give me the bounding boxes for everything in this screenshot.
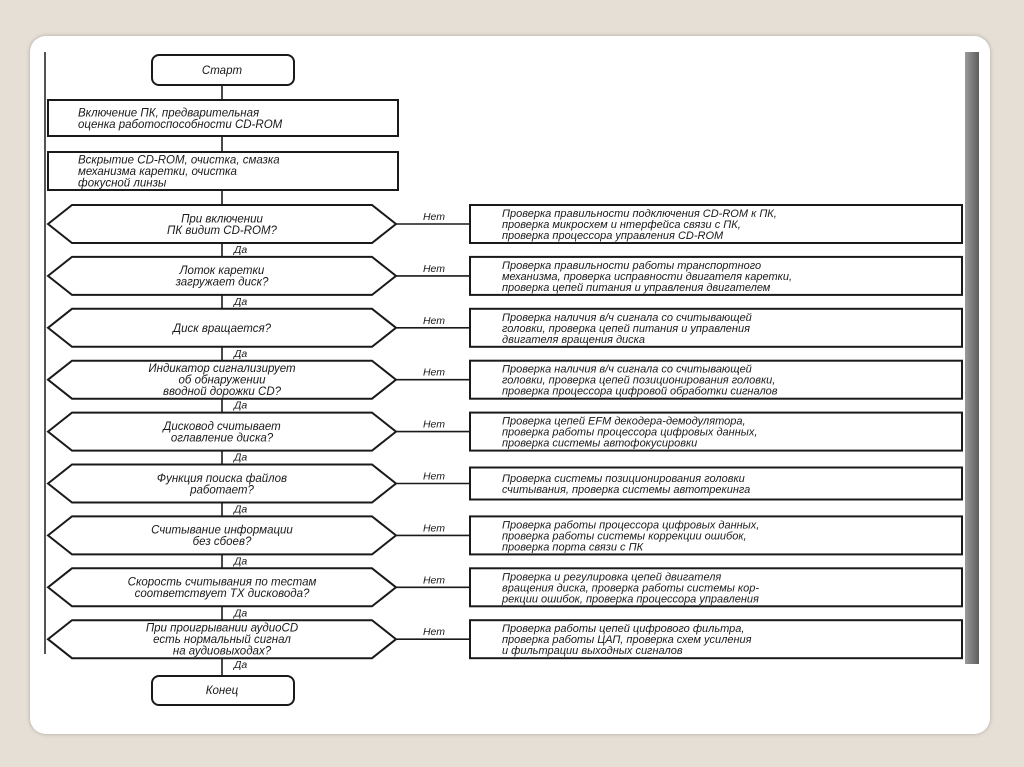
- decision-question: При проигрывании аудиоCD: [145, 622, 299, 635]
- action-text: Проверка системы позиционирования головки: [502, 473, 745, 485]
- yes-label: Да: [234, 451, 248, 464]
- action-text: головки, проверка цепей позиционирования головки,: [502, 374, 776, 387]
- decision-question: есть нормальный сигнал: [153, 634, 291, 647]
- decision-question: Дисковод считывает: [163, 420, 281, 433]
- action-text: механизма, проверка исправности двигателя каретки,: [502, 270, 793, 283]
- end-label: Конец: [205, 685, 239, 697]
- start-label: Старт: [201, 65, 243, 77]
- action-text: двигателя вращения диска: [502, 333, 645, 346]
- yes-label: Да: [234, 555, 248, 568]
- action-text: Проверка и регулировка цепей двигателя: [502, 571, 722, 584]
- yes-label: Да: [234, 399, 248, 412]
- yes-label: Да: [234, 347, 248, 360]
- decision-question: Диск вращается?: [173, 322, 271, 335]
- decision-question: Функция поиска файлов: [156, 472, 288, 485]
- yes-label: Да: [234, 295, 248, 308]
- no-label: Нет: [422, 314, 446, 327]
- no-label: Нет: [422, 211, 446, 223]
- process-step-text: Включение ПК, предварительная: [78, 107, 260, 120]
- no-label: Нет: [422, 522, 446, 535]
- process-step-text: фокусной линзы: [78, 177, 167, 190]
- action-text: проверка процессора цифровой обработки сигналов: [502, 385, 778, 398]
- process-step-text: Вскрытие CD-ROM, очистка, смазка: [78, 154, 280, 167]
- action-text: проверка работы системы коррекции ошибок,: [502, 530, 747, 543]
- decision-question: При включении: [181, 213, 263, 226]
- yes-label: Да: [234, 607, 248, 620]
- action-text: проверка работы процессора цифровых данных,: [502, 426, 758, 439]
- action-text: проверка цепей питания и управления двигателем: [502, 281, 771, 294]
- action-text: Проверка правильности подключения CD-ROM к ПК,: [502, 208, 777, 220]
- decision-question: соответствует ТХ дисковода?: [134, 588, 310, 601]
- decision-question: без сбоев?: [192, 536, 252, 549]
- process-step-text: механизма каретки, очистка: [78, 166, 237, 178]
- yes-label: Да: [234, 503, 248, 516]
- decision-question: об обнаружении: [178, 374, 266, 387]
- no-label: Нет: [422, 574, 446, 587]
- action-text: считывания, проверка системы автотрекинга: [502, 484, 751, 496]
- decision-question: Лоток каретки: [179, 265, 265, 278]
- action-text: проверка порта связи с ПК: [502, 541, 644, 554]
- decision-question: вводной дорожки CD?: [162, 386, 282, 399]
- action-text: рекции ошибок, проверка процессора управления: [502, 593, 759, 606]
- action-text: Проверка работы процессора цифровых данных,: [502, 519, 760, 532]
- action-text: проверка работы ЦАП, проверка схем усиления: [502, 634, 752, 647]
- decision-question: оглавление диска?: [170, 432, 274, 445]
- decision-question: Скорость считывания по тестам: [127, 576, 317, 589]
- action-text: Проверка правильности работы транспортного: [502, 259, 762, 272]
- action-text: Проверка работы цепей цифрового фильтра,: [502, 623, 745, 636]
- decision-question: загружает диск?: [175, 276, 269, 289]
- yes-label: Да: [234, 659, 248, 672]
- action-text: и фильтрации выходных сигналов: [502, 645, 683, 658]
- yes-label: Да: [234, 244, 248, 256]
- action-text: проверка процессора управления CD-ROM: [502, 230, 724, 242]
- no-label: Нет: [422, 262, 446, 275]
- action-text: вращения диска, проверка работы системы кор-: [502, 582, 759, 595]
- decision-question: на аудиовыходах?: [172, 645, 272, 658]
- decision-question: работает?: [190, 484, 254, 497]
- process-step-text: оценка работоспособности CD-ROM: [78, 118, 283, 131]
- action-text: проверка системы автофокусировки: [502, 437, 698, 450]
- action-text: Проверка наличия в/ч сигнала со считывающей: [502, 311, 752, 324]
- no-label: Нет: [422, 418, 446, 431]
- action-text: головки, проверка цепей питания и управления: [502, 322, 750, 335]
- decision-question: Индикатор сигнализирует: [148, 363, 296, 376]
- no-label: Нет: [422, 626, 446, 639]
- no-label: Нет: [422, 366, 446, 379]
- decision-question: Считывание информации: [151, 524, 293, 537]
- action-text: Проверка цепей EFM декодера-демодулятора,: [502, 415, 746, 428]
- decision-question: ПК видит CD-ROM?: [167, 224, 277, 237]
- action-text: проверка микросхем и нтерфейса связи с ПК,: [502, 219, 741, 231]
- no-label: Нет: [422, 470, 446, 483]
- action-text: Проверка наличия в/ч сигнала со считывающей: [502, 363, 752, 376]
